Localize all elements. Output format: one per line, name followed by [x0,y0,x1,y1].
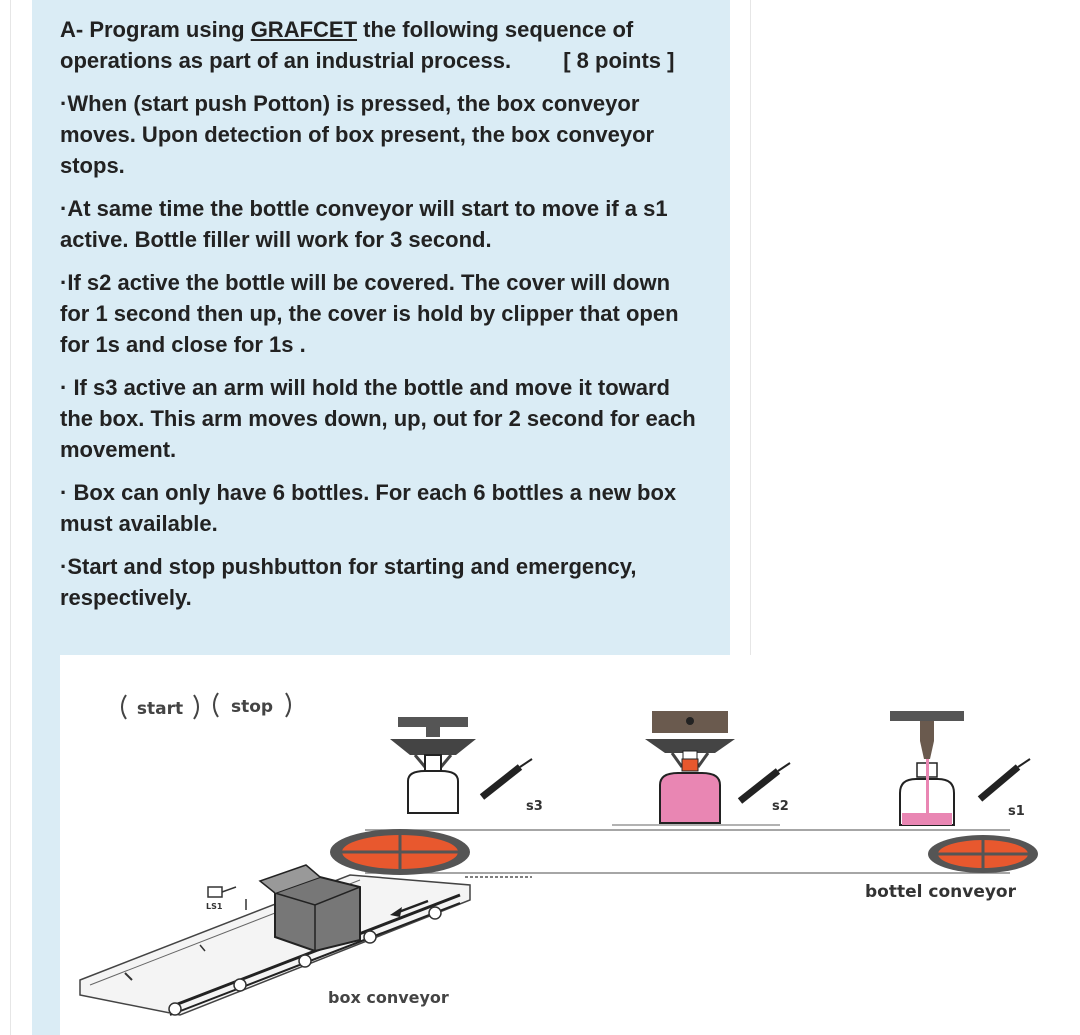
bullet-6: ·Start and stop pushbutton for starting and emergency, respectively. [60,554,637,610]
bullet-4: · If s3 active an arm will hold the bottle and move it toward the box. This arm moves down, up, out for 2 second for each movement. [60,375,696,462]
start-label: start [136,699,184,719]
points-label: [ 8 points ] [563,48,675,73]
capper-station [612,711,790,825]
bullet-5: · Box can only have 6 bottles. For each 6 bottles a new box must available. [60,480,677,536]
question-title [60,14,700,76]
sensor-s3-icon [482,759,532,797]
sensor-s1-label: s1 [1008,804,1025,819]
bullet-1: ·When (start push Potton) is pressed, the box conveyor moves. Upon detection of box present, the box conveyor stops. [60,91,655,178]
question-panel-edge [32,655,60,1035]
start-button [122,695,198,719]
limit-switch-label: LS1 [206,902,223,911]
title-suffix: the following sequence of operations as part of an industrial process. [60,17,634,73]
stop-label: stop [230,697,274,717]
bottle-conveyor-label: bottel conveyor [865,882,1016,902]
page-border-left [10,0,11,1035]
empty-bottle-3 [408,755,458,813]
bottle-conveyor [330,829,1038,875]
title-prefix: A- Program using [60,17,251,42]
bullet-3: ·If s2 active the bottle will be covered. The cover will down for 1 second then up, the cover is hold by clipper that open for 1s and close for 1s . [60,270,679,357]
sensor-s2-label: s2 [772,799,789,814]
sensor-s2-icon [740,763,790,801]
capped-bottle [660,751,720,823]
sensor-s3-label: s3 [526,799,543,814]
stop-button [214,693,290,717]
grafcet-link[interactable]: GRAFCET [250,17,358,42]
conveyor-roller-left [330,829,470,875]
box-conveyor-label: box conveyor [328,988,449,1007]
conveyor-roller-right [928,835,1038,873]
filler-station [890,711,1030,825]
box-conveyor [80,865,532,1015]
question-text [60,14,700,625]
arm-station [390,717,543,814]
process-diagram-svg [60,655,1080,1035]
page-border-right [750,0,751,655]
sensor-s1-icon [980,759,1030,799]
bullet-2: ·At same time the bottle conveyor will start to move if a s1 active. Bottle filler will work for 3 second. [60,196,668,252]
filling-bottle [900,759,954,825]
process-diagram [60,655,1080,1035]
